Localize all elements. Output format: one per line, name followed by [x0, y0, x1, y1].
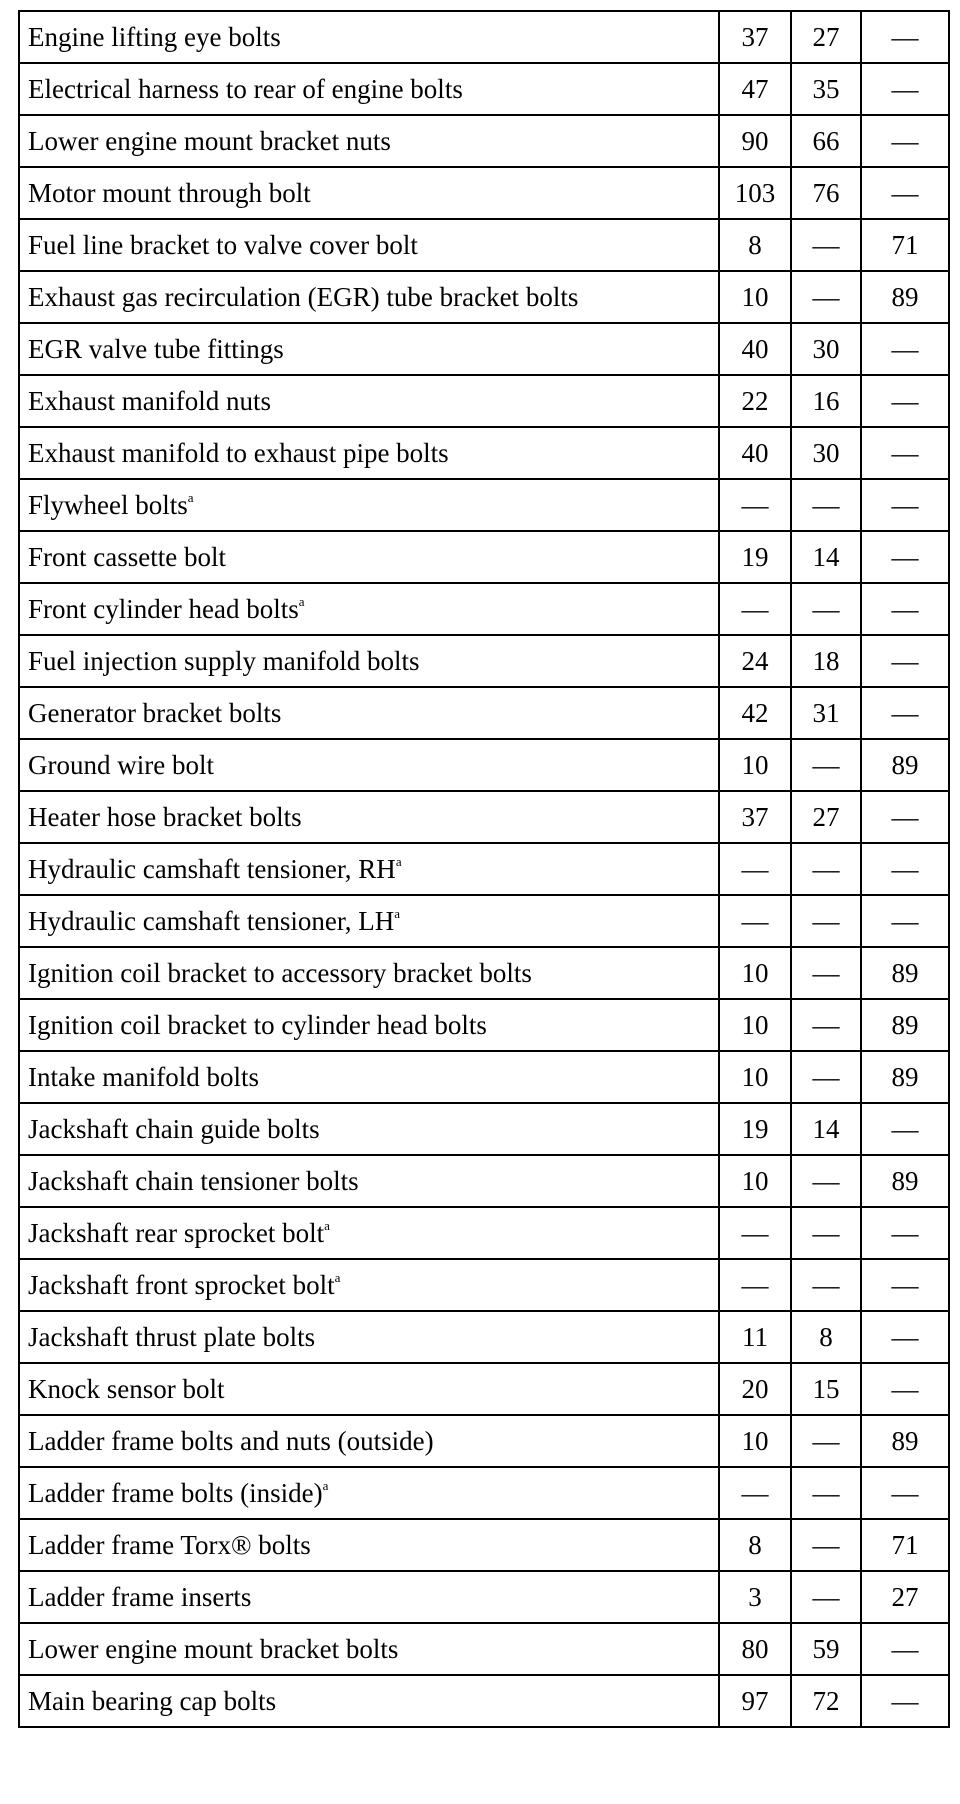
footnote-marker: a [394, 905, 401, 921]
torque-lbin-cell: — [861, 635, 949, 687]
torque-nm-cell: 3 [719, 1571, 791, 1623]
torque-nm-cell: 22 [719, 375, 791, 427]
torque-lbft-cell: — [791, 271, 861, 323]
table-row [19, 687, 949, 739]
component-cell [19, 999, 719, 1051]
component-name: Hydraulic camshaft tensioner, RH [28, 853, 396, 884]
component-cell [19, 947, 719, 999]
component-cell [19, 427, 719, 479]
torque-nm-cell: 19 [719, 531, 791, 583]
torque-lbft-cell: — [791, 1155, 861, 1207]
table-row [19, 115, 949, 167]
torque-lbft-cell: 18 [791, 635, 861, 687]
component-name: Front cylinder head bolts [28, 593, 299, 624]
component-name: Ladder frame Torx® bolts [28, 1529, 311, 1560]
component-name: Jackshaft front sprocket bolt [28, 1269, 335, 1300]
torque-lbin-cell: 89 [861, 271, 949, 323]
table-body [19, 11, 949, 1727]
torque-nm-cell: 37 [719, 791, 791, 843]
component-cell [19, 115, 719, 167]
table-row [19, 1415, 949, 1467]
footnote-marker: a [187, 489, 194, 505]
component-name: Fuel line bracket to valve cover bolt [28, 229, 418, 260]
component-name: EGR valve tube fittings [28, 333, 284, 364]
component-cell [19, 635, 719, 687]
component-name: Exhaust gas recirculation (EGR) tube bracket bolts [28, 281, 579, 312]
torque-nm-cell: 90 [719, 115, 791, 167]
torque-nm-cell: 97 [719, 1675, 791, 1727]
torque-lbin-cell: — [861, 1259, 949, 1311]
torque-lbft-cell: — [791, 999, 861, 1051]
component-cell [19, 791, 719, 843]
component-cell [19, 583, 719, 635]
torque-nm-cell: 40 [719, 323, 791, 375]
component-name: Ladder frame bolts (inside) [28, 1477, 323, 1508]
component-name: Motor mount through bolt [28, 177, 311, 208]
torque-nm-cell: — [719, 1207, 791, 1259]
torque-nm-cell: 103 [719, 167, 791, 219]
component-cell [19, 1623, 719, 1675]
torque-lbft-cell: — [791, 1519, 861, 1571]
torque-nm-cell: 19 [719, 1103, 791, 1155]
component-cell [19, 323, 719, 375]
torque-lbft-cell: — [791, 895, 861, 947]
torque-lbft-cell: 16 [791, 375, 861, 427]
torque-nm-cell: 10 [719, 1415, 791, 1467]
component-name: Lower engine mount bracket bolts [28, 1633, 399, 1664]
component-cell [19, 1571, 719, 1623]
table-row [19, 895, 949, 947]
torque-lbin-cell: — [861, 1207, 949, 1259]
torque-lbin-cell: — [861, 323, 949, 375]
table-row [19, 1623, 949, 1675]
torque-lbft-cell: — [791, 1415, 861, 1467]
component-cell [19, 11, 719, 63]
torque-nm-cell: 10 [719, 1051, 791, 1103]
torque-lbin-cell: — [861, 11, 949, 63]
torque-nm-cell: 8 [719, 1519, 791, 1571]
table-row [19, 219, 949, 271]
torque-lbft-cell: 30 [791, 427, 861, 479]
component-name: Ground wire bolt [28, 749, 214, 780]
torque-lbin-cell: — [861, 583, 949, 635]
table-row [19, 1207, 949, 1259]
component-cell [19, 63, 719, 115]
torque-nm-cell: 10 [719, 999, 791, 1051]
torque-lbin-cell: — [861, 115, 949, 167]
torque-nm-cell: 8 [719, 219, 791, 271]
torque-nm-cell: 10 [719, 947, 791, 999]
torque-lbin-cell: — [861, 167, 949, 219]
torque-lbin-cell: 89 [861, 1051, 949, 1103]
torque-nm-cell: — [719, 843, 791, 895]
torque-lbft-cell: 15 [791, 1363, 861, 1415]
component-cell [19, 1259, 719, 1311]
torque-lbft-cell: 76 [791, 167, 861, 219]
component-cell [19, 895, 719, 947]
torque-lbin-cell: — [861, 63, 949, 115]
torque-lbin-cell: 71 [861, 219, 949, 271]
component-cell [19, 531, 719, 583]
torque-lbft-cell: 59 [791, 1623, 861, 1675]
table-row [19, 843, 949, 895]
table-row [19, 1467, 949, 1519]
torque-lbft-cell: 66 [791, 115, 861, 167]
torque-nm-cell: — [719, 479, 791, 531]
torque-lbin-cell: — [861, 427, 949, 479]
component-cell [19, 1363, 719, 1415]
component-name: Intake manifold bolts [28, 1061, 259, 1092]
torque-nm-cell: — [719, 1259, 791, 1311]
component-name: Front cassette bolt [28, 541, 226, 572]
torque-lbin-cell: 89 [861, 1415, 949, 1467]
table-row [19, 635, 949, 687]
component-name: Lower engine mount bracket nuts [28, 125, 391, 156]
table-row [19, 947, 949, 999]
table-row [19, 1363, 949, 1415]
component-cell [19, 167, 719, 219]
table-row [19, 1519, 949, 1571]
component-cell [19, 1467, 719, 1519]
torque-lbin-cell: — [861, 687, 949, 739]
component-cell [19, 1207, 719, 1259]
footnote-marker: a [395, 853, 402, 869]
table-row [19, 479, 949, 531]
torque-nm-cell: 10 [719, 271, 791, 323]
component-name: Ladder frame inserts [28, 1581, 252, 1612]
component-cell [19, 843, 719, 895]
component-name: Jackshaft rear sprocket bolt [28, 1217, 325, 1248]
table-row [19, 323, 949, 375]
torque-nm-cell: — [719, 1467, 791, 1519]
component-cell [19, 375, 719, 427]
component-name: Exhaust manifold nuts [28, 385, 271, 416]
torque-lbft-cell: — [791, 583, 861, 635]
torque-lbft-cell: 72 [791, 1675, 861, 1727]
table-row [19, 271, 949, 323]
footnote-marker: a [322, 1477, 329, 1493]
component-cell [19, 271, 719, 323]
torque-nm-cell: 37 [719, 11, 791, 63]
table-row [19, 1571, 949, 1623]
table-row [19, 11, 949, 63]
footnote-marker: a [334, 1269, 341, 1285]
torque-lbft-cell: — [791, 843, 861, 895]
torque-lbft-cell: — [791, 1259, 861, 1311]
torque-lbft-cell: — [791, 739, 861, 791]
torque-lbin-cell: — [861, 895, 949, 947]
torque-lbin-cell: — [861, 479, 949, 531]
component-name: Heater hose bracket bolts [28, 801, 302, 832]
torque-lbft-cell: — [791, 1051, 861, 1103]
component-cell [19, 1051, 719, 1103]
torque-nm-cell: 10 [719, 739, 791, 791]
torque-lbft-cell: — [791, 479, 861, 531]
torque-lbft-cell: — [791, 1571, 861, 1623]
torque-lbin-cell: 89 [861, 739, 949, 791]
table-row [19, 1311, 949, 1363]
table-row [19, 1051, 949, 1103]
component-cell [19, 1103, 719, 1155]
component-name: Ladder frame bolts and nuts (outside) [28, 1425, 434, 1456]
table-row [19, 1155, 949, 1207]
component-name: Ignition coil bracket to cylinder head bolts [28, 1009, 487, 1040]
torque-lbin-cell: — [861, 1675, 949, 1727]
torque-lbft-cell: 27 [791, 11, 861, 63]
torque-lbft-cell: — [791, 1467, 861, 1519]
torque-lbin-cell: — [861, 791, 949, 843]
component-name: Exhaust manifold to exhaust pipe bolts [28, 437, 449, 468]
table-row [19, 531, 949, 583]
torque-nm-cell: — [719, 583, 791, 635]
torque-lbft-cell: 8 [791, 1311, 861, 1363]
component-name: Knock sensor bolt [28, 1373, 225, 1404]
table-row [19, 375, 949, 427]
torque-lbin-cell: 89 [861, 1155, 949, 1207]
torque-specification-table [18, 10, 950, 1728]
table-row [19, 1675, 949, 1727]
footnote-marker: a [298, 593, 305, 609]
torque-lbin-cell: 71 [861, 1519, 949, 1571]
torque-lbin-cell: 27 [861, 1571, 949, 1623]
component-name: Electrical harness to rear of engine bolts [28, 73, 463, 104]
table-row [19, 167, 949, 219]
torque-lbft-cell: — [791, 947, 861, 999]
torque-lbft-cell: 27 [791, 791, 861, 843]
component-name: Jackshaft chain tensioner bolts [28, 1165, 359, 1196]
component-cell [19, 1415, 719, 1467]
torque-lbin-cell: — [861, 1103, 949, 1155]
component-cell [19, 1155, 719, 1207]
component-cell [19, 1311, 719, 1363]
component-name: Engine lifting eye bolts [28, 21, 281, 52]
torque-nm-cell: 10 [719, 1155, 791, 1207]
torque-lbft-cell: 14 [791, 531, 861, 583]
footnote-marker: a [324, 1217, 330, 1233]
torque-lbin-cell: — [861, 843, 949, 895]
table-row [19, 1259, 949, 1311]
component-cell [19, 1519, 719, 1571]
component-name: Fuel injection supply manifold bolts [28, 645, 420, 676]
component-cell [19, 1675, 719, 1727]
torque-lbin-cell: 89 [861, 947, 949, 999]
component-name: Ignition coil bracket to accessory bracket bolts [28, 957, 532, 988]
component-name: Generator bracket bolts [28, 697, 282, 728]
torque-lbft-cell: 31 [791, 687, 861, 739]
component-name: Hydraulic camshaft tensioner, LH [28, 905, 395, 936]
torque-lbin-cell: — [861, 1363, 949, 1415]
torque-lbft-cell: 35 [791, 63, 861, 115]
torque-lbft-cell: 14 [791, 1103, 861, 1155]
table-row [19, 63, 949, 115]
component-cell [19, 687, 719, 739]
table-row [19, 739, 949, 791]
torque-lbft-cell: — [791, 219, 861, 271]
torque-nm-cell: 80 [719, 1623, 791, 1675]
component-name: Jackshaft thrust plate bolts [28, 1321, 316, 1352]
component-cell [19, 739, 719, 791]
torque-lbin-cell: — [861, 1623, 949, 1675]
component-cell [19, 479, 719, 531]
torque-lbin-cell: — [861, 531, 949, 583]
torque-nm-cell: 11 [719, 1311, 791, 1363]
torque-nm-cell: 20 [719, 1363, 791, 1415]
torque-lbft-cell: — [791, 1207, 861, 1259]
torque-lbin-cell: — [861, 1467, 949, 1519]
table-row [19, 583, 949, 635]
table-row [19, 1103, 949, 1155]
component-cell [19, 219, 719, 271]
torque-nm-cell: 40 [719, 427, 791, 479]
component-name: Flywheel bolts [28, 489, 188, 520]
torque-lbin-cell: — [861, 1311, 949, 1363]
torque-nm-cell: 24 [719, 635, 791, 687]
table-row [19, 791, 949, 843]
torque-nm-cell: 47 [719, 63, 791, 115]
table-row [19, 999, 949, 1051]
component-name: Jackshaft chain guide bolts [28, 1113, 320, 1144]
torque-lbft-cell: 30 [791, 323, 861, 375]
component-name: Main bearing cap bolts [28, 1685, 277, 1716]
torque-nm-cell: 42 [719, 687, 791, 739]
torque-lbin-cell: 89 [861, 999, 949, 1051]
torque-nm-cell: — [719, 895, 791, 947]
table-row [19, 427, 949, 479]
torque-lbin-cell: — [861, 375, 949, 427]
